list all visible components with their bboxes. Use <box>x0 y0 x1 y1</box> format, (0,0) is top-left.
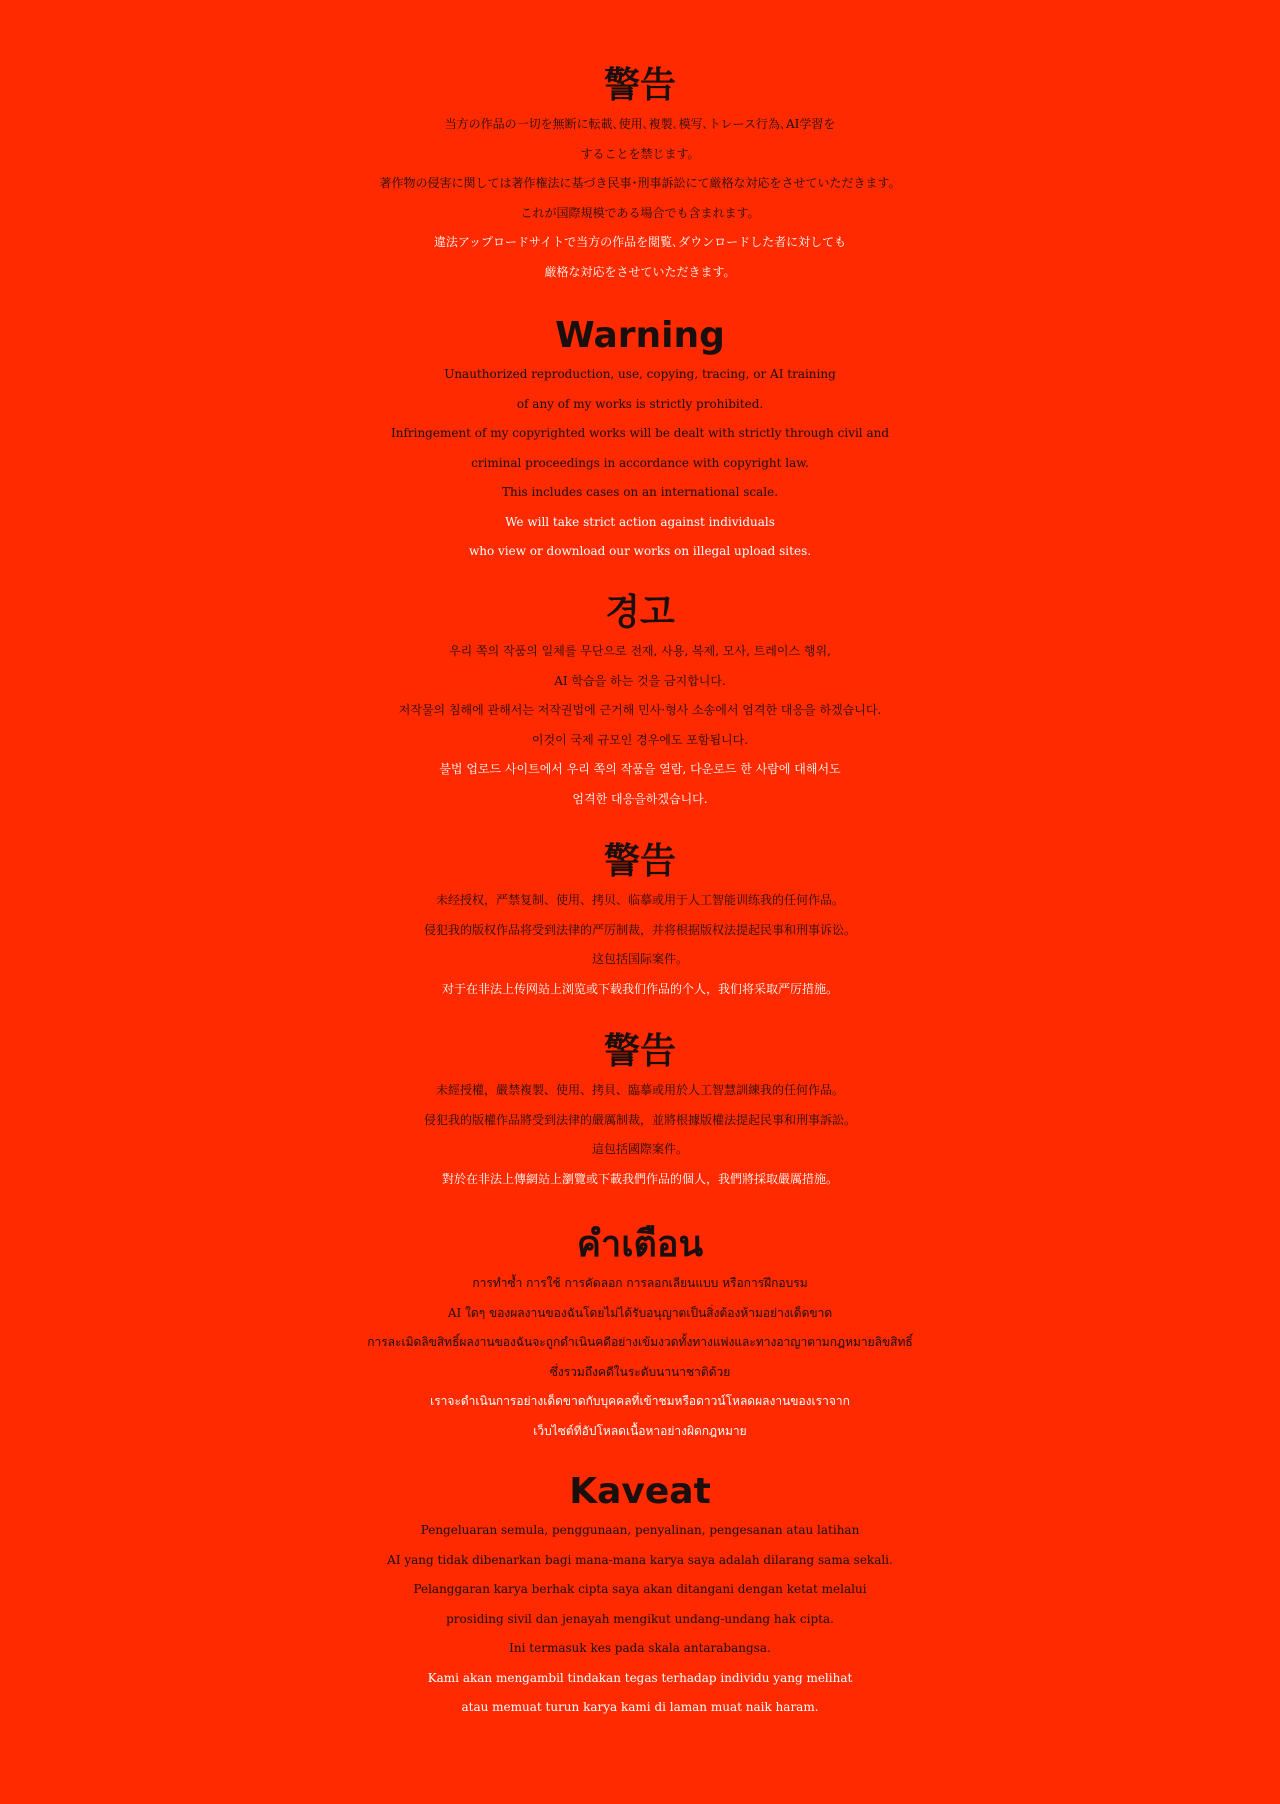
en-line-3: Infringement of my copyrighted works will be dealt with strictly through civil and <box>390 426 890 440</box>
ms-line-5: Ini termasuk kes pada skala antarabangsa. <box>509 1641 771 1655</box>
ko-line-1: 우리 쪽의 작품의 일체를 무단으로 전재, 사용, 복제, 모사, 트레이스 행위, <box>449 644 831 658</box>
section-chinese-traditional <box>0 1030 1280 1194</box>
zh-hans-line-3: 这包括国际案件。 <box>591 952 688 966</box>
ms-line-4: prosiding sivil dan jenayah mengikut undang-undang hak cipta. <box>446 1611 834 1626</box>
ja-line-6: 厳格な対応をさせていただきます。 <box>544 264 736 279</box>
ko-line-5: 불법 업로드 사이트에서 우리 쪽의 작품을 열람, 다운로드 한 사람에 대해서도 <box>439 762 841 776</box>
ms-line-1: Pengeluaran semula, penggunaan, penyalinan, pengesanan atau latihan <box>420 1523 860 1537</box>
ms-line-2: AI yang tidak dibenarkan bagi mana-mana karya saya adalah dilarang sama sekali. <box>387 1552 893 1567</box>
th-line-3: การละเมิดลิขสิทธิ์ผลงานของฉันจะถูกดำเนินคดีอย่างเข้มงวดทั้งทางแพ่งและทางอาญาตามกฎหมายลิขสิทธิ์ <box>367 1335 913 1349</box>
zh-hant-line-1: 未經授權，嚴禁複製、使用、拷貝、臨摹或用於人工智慧訓練我的任何作品。 <box>435 1083 844 1097</box>
section-korean <box>0 591 1280 814</box>
zh-hant-line-3: 這包括國際案件。 <box>591 1142 688 1156</box>
ms-line-7: atau memuat turun karya kami di laman muat naik haram. <box>461 1700 819 1714</box>
heading-chinese-traditional: 警告 <box>603 1031 676 1072</box>
section-japanese <box>0 64 1280 287</box>
zh-hant-line-4: 對於在非法上傳網站上瀏覽或下載我們作品的個人，我們將採取嚴厲措施。 <box>441 1171 838 1186</box>
zh-hans-line-2: 侵犯我的版权作品将受到法律的严厉制裁，并将根据版权法提起民事和刑事诉讼。 <box>423 922 856 937</box>
en-line-2: of any of my works is strictly prohibited. <box>516 396 764 411</box>
ko-line-3: 저작물의 침해에 관해서는 저작권법에 근거해 민사·형사 소송에서 엄격한 대응을 하겠습니다. <box>398 703 882 717</box>
ja-line-5: 違法アップロードサイトで当方の作品を閲覧､ダウンロードした者に対しても <box>433 235 847 249</box>
en-line-1: Unauthorized reproduction, use, copying, tracing, or AI training <box>444 367 836 381</box>
en-line-7: who view or download our works on illegal upload sites. <box>468 544 812 558</box>
ja-line-3: 著作物の侵害に関しては著作権法に基づき民事･刑事訴訟にて厳格な対応をさせていただきます。 <box>379 176 901 190</box>
ja-line-4: これが国際規模である場合でも含まれます。 <box>520 205 760 220</box>
en-line-4: criminal proceedings in accordance with copyright law. <box>471 455 809 470</box>
section-chinese-simplified <box>0 840 1280 1004</box>
heading-malay: Kaveat <box>569 1471 711 1512</box>
ko-line-4: 이것이 국제 규모인 경우에도 포함됩니다. <box>531 732 749 747</box>
th-line-6: เว็บไซต์ที่อัปโหลดเนื้อหาอย่างผิดกฎหมาย <box>533 1423 747 1438</box>
th-line-5: เราจะดำเนินการอย่างเด็ดขาดกับบุคคลที่เข้าชมหรือดาวน์โหลดผลงานของเราจาก <box>430 1394 850 1408</box>
ko-line-2: AI 학습을 하는 것을 금지합니다. <box>554 673 726 688</box>
en-line-6: We will take strict action against individuals <box>505 514 775 529</box>
ms-line-6: Kami akan mengambil tindakan tegas terhadap individu yang melihat <box>427 1670 853 1685</box>
th-line-4: ซึ่งรวมถึงคดีในระดับนานาชาติด้วย <box>549 1364 731 1379</box>
section-english <box>0 314 1280 567</box>
heading-korean: 경고 <box>605 592 675 633</box>
heading-japanese: 警告 <box>603 65 676 106</box>
th-line-1: การทำซ้ำ การใช้ การคัดลอก การลอกเลียนแบบ หรือการฝึกอบรม <box>472 1276 808 1290</box>
zh-hans-line-1: 未经授权，严禁复制、使用、拷贝、临摹或用于人工智能训练我的任何作品。 <box>435 893 844 907</box>
th-line-2: AI ใดๆ ของผลงานของฉันโดยไม่ได้รับอนุญาตเป็นสิ่งต้องห้ามอย่างเด็ดขาด <box>447 1305 833 1320</box>
zh-hans-line-4: 对于在非法上传网站上浏览或下载我们作品的个人，我们将采取严厉措施。 <box>441 981 838 996</box>
section-malay <box>0 1470 1280 1723</box>
heading-english: Warning <box>555 315 725 356</box>
ja-line-2: することを禁じます。 <box>580 146 700 161</box>
zh-hant-line-2: 侵犯我的版權作品將受到法律的嚴厲制裁，並將根據版權法提起民事和刑事訴訟。 <box>423 1112 856 1127</box>
ms-line-3: Pelanggaran karya berhak cipta saya akan ditangani dengan ketat melalui <box>413 1582 867 1596</box>
en-line-5: This includes cases on an international scale. <box>501 485 779 499</box>
ko-line-6: 엄격한 대응을하겠습니다. <box>572 791 708 806</box>
heading-chinese-simplified: 警告 <box>603 841 676 882</box>
section-thai <box>0 1223 1280 1446</box>
ja-line-1: 当方の作品の一切を無断に転載､使用､複製､模写､トレース行為､AI学習を <box>444 117 836 131</box>
heading-thai: คำเตือน <box>576 1224 704 1265</box>
